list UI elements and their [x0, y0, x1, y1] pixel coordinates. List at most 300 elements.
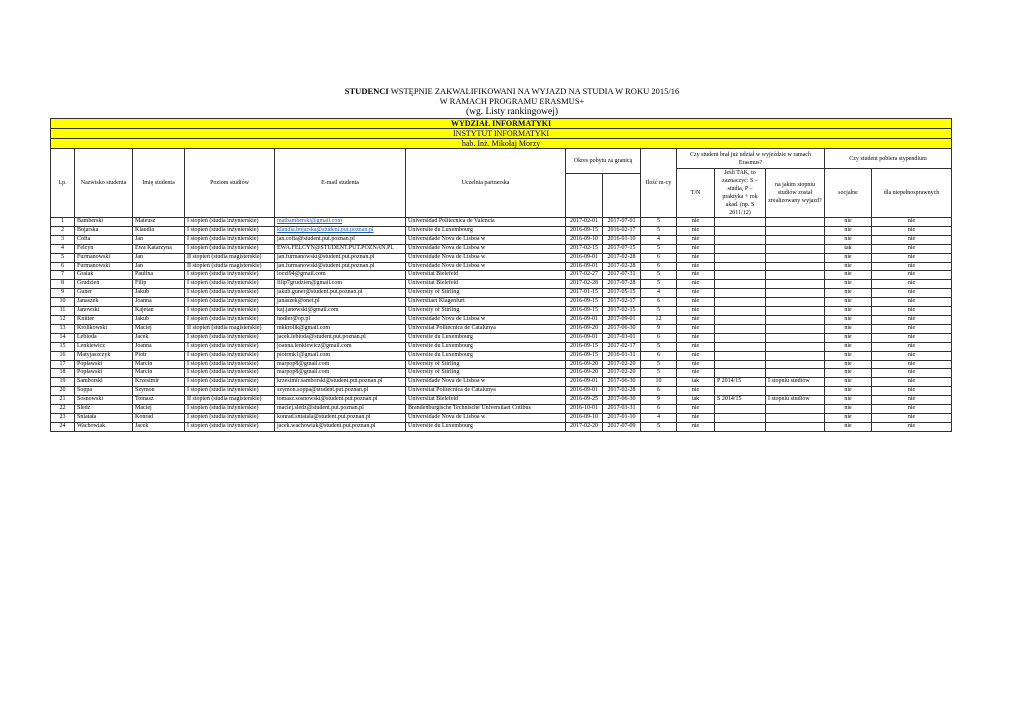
- cell-email: krzesimir.samborski@student.put.poznan.pl: [275, 378, 406, 387]
- cell-do: 2016-01-31: [603, 351, 641, 360]
- cell-imie: Konrad: [133, 413, 185, 422]
- cell-tn: nie: [677, 315, 715, 324]
- cell-imie: Paulina: [133, 271, 185, 280]
- cell-poziom: II stopień (studia magisterskie): [185, 396, 275, 405]
- cell-do: 2017-06-30: [603, 324, 641, 333]
- cell-stopien: [766, 262, 825, 271]
- cell-jesli-tak: [715, 262, 766, 271]
- cell-email: hodler@op.pl: [275, 315, 406, 324]
- cell-do: 2017-06-30: [603, 396, 641, 405]
- cell-imie: Kajetan: [133, 307, 185, 316]
- cell-ilosc: 6: [641, 253, 677, 262]
- cell-uczelnia: Universite du Luxembourg: [406, 351, 566, 360]
- table-row: [51, 244, 952, 253]
- header-ilosc: Ilość m-cy: [641, 149, 677, 218]
- cell-stopien: [766, 333, 825, 342]
- cell-stopien: [766, 289, 825, 298]
- cell-lp: 9: [51, 289, 75, 298]
- cell-lp: 11: [51, 307, 75, 316]
- cell-socjalne: nie: [825, 405, 872, 414]
- document-title-line1: STUDENCI WSTĘPNIE ZAKWALIFIKOWANI NA WYJAZD NA STUDIA W ROKU 2015/16: [344, 86, 680, 96]
- cell-poziom: I stopień (studia inżynierskie): [185, 298, 275, 307]
- cell-poziom: I stopień (studia inżynierskie): [185, 413, 275, 422]
- cell-socjalne: nie: [825, 351, 872, 360]
- cell-email: marpop8@gmail.com: [275, 369, 406, 378]
- cell-ilosc: 5: [641, 307, 677, 316]
- faculty-banner-row: [51, 119, 952, 129]
- cell-niepelnosprawnych: nie: [872, 378, 952, 387]
- cell-imie: Joanna: [133, 342, 185, 351]
- cell-email: piotrmk1@gmail.com: [275, 351, 406, 360]
- header-do: [603, 173, 641, 217]
- header-stypendium: Czy student pobiera stypendium: [825, 149, 952, 169]
- cell-email: jacek.wachowiak@student.put.poznan.pl: [275, 422, 406, 431]
- header-czy-erasmus: Czy student brał już udział w wyjeździe w ramach Erasmus?: [677, 149, 825, 169]
- cell-poziom: II stopień (studia magisterskie): [185, 253, 275, 262]
- table-row: [51, 333, 952, 342]
- cell-tn: nie: [677, 235, 715, 244]
- cell-lp: 2: [51, 226, 75, 235]
- cell-jesli-tak: [715, 387, 766, 396]
- cell-do: 2017-03-01: [603, 333, 641, 342]
- cell-socjalne: nie: [825, 396, 872, 405]
- cell-email: loczi94@gmail.com: [275, 271, 406, 280]
- cell-imie: Jacek: [133, 422, 185, 431]
- cell-do: 2017-02-28: [603, 253, 641, 262]
- cell-jesli-tak: [715, 271, 766, 280]
- cell-niepelnosprawnych: nie: [872, 289, 952, 298]
- cell-lp: 16: [51, 351, 75, 360]
- cell-od: 2016-09-10: [566, 413, 603, 422]
- cell-uczelnia: Universite du Luxembourg: [406, 226, 566, 235]
- cell-uczelnia: Universitat Bielefeld: [406, 271, 566, 280]
- cell-jesli-tak: [715, 315, 766, 324]
- cell-do: 2017-07-15: [603, 244, 641, 253]
- cell-lp: 17: [51, 360, 75, 369]
- cell-jesli-tak: [715, 342, 766, 351]
- cell-od: 2016-09-20: [566, 369, 603, 378]
- cell-jesli-tak: [715, 351, 766, 360]
- cell-nazwisko: Popławski: [75, 369, 133, 378]
- cell-poziom: I stopień (studia inżynierskie): [185, 342, 275, 351]
- cell-socjalne: nie: [825, 324, 872, 333]
- cell-uczelnia: Universitat Bielefeld: [406, 280, 566, 289]
- cell-niepelnosprawnych: nie: [872, 422, 952, 431]
- cell-stopien: [766, 244, 825, 253]
- cell-uczelnia: University of Stirling: [406, 369, 566, 378]
- cell-imie: Jacek: [133, 333, 185, 342]
- cell-imie: Mateusz: [133, 218, 185, 227]
- cell-nazwisko: Śledź: [75, 405, 133, 414]
- cell-lp: 3: [51, 235, 75, 244]
- cell-uczelnia: Universitaet Klagenfurt: [406, 298, 566, 307]
- table-row: [51, 360, 952, 369]
- cell-stopien: [766, 342, 825, 351]
- cell-uczelnia: Universidade Nova de Lisboa w: [406, 253, 566, 262]
- cell-uczelnia: Universidad Politecnica de Valencia: [406, 218, 566, 227]
- cell-stopien: [766, 253, 825, 262]
- cell-stopien: [766, 369, 825, 378]
- cell-ilosc: 6: [641, 405, 677, 414]
- cell-imie: Jan: [133, 235, 185, 244]
- header-socjalne: socjalne: [825, 169, 872, 218]
- cell-socjalne: nie: [825, 413, 872, 422]
- cell-tn: nie: [677, 271, 715, 280]
- cell-niepelnosprawnych: nie: [872, 396, 952, 405]
- cell-lp: 14: [51, 333, 75, 342]
- table-row: [51, 396, 952, 405]
- cell-email: janaszek@onet.pl: [275, 298, 406, 307]
- cell-stopien: I stopniu studiów: [766, 396, 825, 405]
- cell-uczelnia: Universidade Nova de Lisboa w: [406, 315, 566, 324]
- cell-lp: 7: [51, 271, 75, 280]
- cell-od: 2017-02-15: [566, 244, 603, 253]
- header-niepelnosprawnych: dla niepełnosprawnych: [872, 169, 952, 218]
- cell-do: 2017-02-17: [603, 342, 641, 351]
- cell-tn: nie: [677, 262, 715, 271]
- cell-niepelnosprawnych: nie: [872, 351, 952, 360]
- cell-uczelnia: Universite du Luxembourg: [406, 342, 566, 351]
- cell-ilosc: 5: [641, 342, 677, 351]
- cell-stopien: [766, 218, 825, 227]
- cell-ilosc: 5: [641, 369, 677, 378]
- cell-ilosc: 5: [641, 280, 677, 289]
- cell-tn: nie: [677, 218, 715, 227]
- cell-od: 2016-09-01: [566, 262, 603, 271]
- cell-nazwisko: Janaszek: [75, 298, 133, 307]
- document-title-line3: (wg. Listy rankingowej): [465, 107, 559, 117]
- coordinator-banner: hab. Inż. Mikołaj Morzy: [51, 139, 952, 149]
- cell-nazwisko: Wachowiak: [75, 422, 133, 431]
- cell-od: 2016-09-10: [566, 235, 603, 244]
- table-row: [51, 351, 952, 360]
- cell-stopien: [766, 280, 825, 289]
- cell-ilosc: 4: [641, 289, 677, 298]
- cell-do: 2017-07-31: [603, 271, 641, 280]
- faculty-banner: WYDZIAŁ INFORMATYKI: [51, 119, 952, 129]
- cell-od: 2016-09-15: [566, 351, 603, 360]
- cell-email: jan.furmanowski@student.put.poznan.pl: [275, 262, 406, 271]
- cell-do: 2017-07-01: [603, 218, 641, 227]
- table-row: [51, 315, 952, 324]
- cell-od: 2016-09-20: [566, 360, 603, 369]
- cell-do: 2017-06-30: [603, 378, 641, 387]
- cell-imie: Krzesimir: [133, 378, 185, 387]
- cell-socjalne: tak: [825, 244, 872, 253]
- cell-ilosc: 4: [641, 235, 677, 244]
- cell-poziom: I stopień (studia inżynierskie): [185, 405, 275, 414]
- cell-socjalne: nie: [825, 289, 872, 298]
- cell-jesli-tak: [715, 226, 766, 235]
- cell-imie: Jakub: [133, 315, 185, 324]
- cell-jesli-tak: [715, 324, 766, 333]
- cell-socjalne: nie: [825, 280, 872, 289]
- header-jesli-tak: Jeśli TAK, to zaznaczyć: S – studia, P – praktyka + rok akad. (np. S 2011/12): [715, 169, 766, 218]
- cell-niepelnosprawnych: nie: [872, 333, 952, 342]
- cell-lp: 20: [51, 387, 75, 396]
- cell-nazwisko: Sosnowski: [75, 396, 133, 405]
- cell-email: konrad.sniatala@student.put.poznan.pl: [275, 413, 406, 422]
- table-row: [51, 226, 952, 235]
- cell-lp: 23: [51, 413, 75, 422]
- cell-email: jacek.lebioda@student.put.poznan.pl: [275, 333, 406, 342]
- cell-imie: Szymon: [133, 387, 185, 396]
- table-row: [51, 298, 952, 307]
- table-row: [51, 235, 952, 244]
- cell-lp: 19: [51, 378, 75, 387]
- cell-email: mkkrolik@gmail.com: [275, 324, 406, 333]
- cell-do: 2017-02-15: [603, 307, 641, 316]
- cell-niepelnosprawnych: nie: [872, 315, 952, 324]
- cell-jesli-tak: S 2014/15: [715, 396, 766, 405]
- header-poziom: Poziom studiów: [185, 149, 275, 218]
- cell-niepelnosprawnych: nie: [872, 244, 952, 253]
- cell-tn: nie: [677, 324, 715, 333]
- cell-lp: 5: [51, 253, 75, 262]
- cell-socjalne: nie: [825, 378, 872, 387]
- header-imie: Imię studenta: [133, 149, 185, 218]
- cell-niepelnosprawnych: nie: [872, 307, 952, 316]
- cell-socjalne: nie: [825, 369, 872, 378]
- cell-do: 2017-01-10: [603, 413, 641, 422]
- cell-nazwisko: Cofta: [75, 235, 133, 244]
- cell-tn: nie: [677, 422, 715, 431]
- cell-poziom: I stopień (studia inżynierskie): [185, 280, 275, 289]
- cell-do: 2017-09-01: [603, 315, 641, 324]
- cell-jesli-tak: [715, 307, 766, 316]
- cell-od: 2016-09-01: [566, 253, 603, 262]
- cell-niepelnosprawnych: nie: [872, 369, 952, 378]
- cell-jesli-tak: [715, 218, 766, 227]
- cell-uczelnia: Universitat Bielefeld: [406, 396, 566, 405]
- cell-od: 2016-09-25: [566, 396, 603, 405]
- cell-do: 2017-05-15: [603, 289, 641, 298]
- cell-nazwisko: Knitter: [75, 315, 133, 324]
- cell-poziom: I stopień (studia inżynierskie): [185, 333, 275, 342]
- cell-stopien: [766, 422, 825, 431]
- cell-lp: 22: [51, 405, 75, 414]
- cell-email[interactable]: matbamberski@gmail.com: [275, 218, 406, 227]
- cell-uczelnia: University of Stirling: [406, 307, 566, 316]
- header-tn: T/N: [677, 169, 715, 218]
- cell-email: maciej.sledz@student.put.poznan.pl: [275, 405, 406, 414]
- cell-jesli-tak: [715, 369, 766, 378]
- cell-od: 2017-02-20: [566, 422, 603, 431]
- cell-nazwisko: Samborski: [75, 378, 133, 387]
- cell-jesli-tak: [715, 298, 766, 307]
- cell-poziom: I stopień (studia inżynierskie): [185, 226, 275, 235]
- cell-email[interactable]: klaudia.bojarska@student.put.poznan.pl: [275, 226, 406, 235]
- cell-jesli-tak: [715, 360, 766, 369]
- cell-nazwisko: Lebioda: [75, 333, 133, 342]
- cell-lp: 15: [51, 342, 75, 351]
- table-row: [51, 271, 952, 280]
- cell-stopien: [766, 405, 825, 414]
- cell-do: 2017-03-31: [603, 405, 641, 414]
- cell-od: 2016-09-01: [566, 387, 603, 396]
- cell-tn: nie: [677, 342, 715, 351]
- cell-tn: nie: [677, 280, 715, 289]
- cell-do: 2017-07-28: [603, 280, 641, 289]
- cell-imie: Ewa Katarzyna: [133, 244, 185, 253]
- cell-poziom: I stopień (studia inżynierskie): [185, 369, 275, 378]
- cell-ilosc: 9: [641, 396, 677, 405]
- cell-tn: tak: [677, 396, 715, 405]
- cell-nazwisko: Janowski: [75, 307, 133, 316]
- cell-od: 2017-02-01: [566, 218, 603, 227]
- cell-ilosc: 6: [641, 333, 677, 342]
- cell-ilosc: 5: [641, 422, 677, 431]
- cell-od: 2016-09-01: [566, 333, 603, 342]
- cell-lp: 12: [51, 315, 75, 324]
- cell-stopien: [766, 235, 825, 244]
- cell-od: 2016-09-01: [566, 378, 603, 387]
- cell-email: filip7grudzien@gmail.com: [275, 280, 406, 289]
- cell-lp: 21: [51, 396, 75, 405]
- cell-poziom: I stopień (studia inżynierskie): [185, 378, 275, 387]
- cell-stopien: [766, 315, 825, 324]
- cell-socjalne: nie: [825, 342, 872, 351]
- cell-tn: nie: [677, 298, 715, 307]
- cell-socjalne: nie: [825, 298, 872, 307]
- cell-od: 2016-10-01: [566, 405, 603, 414]
- cell-imie: Marcin: [133, 369, 185, 378]
- cell-nazwisko: Śniatała: [75, 413, 133, 422]
- header-okres: Okres pobytu za granicą: [566, 149, 641, 174]
- cell-stopien: [766, 307, 825, 316]
- cell-niepelnosprawnych: nie: [872, 218, 952, 227]
- cell-socjalne: nie: [825, 333, 872, 342]
- cell-stopien: [766, 413, 825, 422]
- cell-email: szymon.soppa@student.put.poznan.pl: [275, 387, 406, 396]
- cell-tn: nie: [677, 307, 715, 316]
- cell-lp: 4: [51, 244, 75, 253]
- cell-jesli-tak: [715, 235, 766, 244]
- cell-lp: 8: [51, 280, 75, 289]
- cell-uczelnia: Brandenburgische Technische Universitaet Cottbus: [406, 405, 566, 414]
- cell-jesli-tak: [715, 289, 766, 298]
- cell-ilosc: 6: [641, 387, 677, 396]
- table-row: [51, 422, 952, 431]
- table-row: [51, 324, 952, 333]
- cell-niepelnosprawnych: nie: [872, 324, 952, 333]
- cell-imie: Maciej: [133, 405, 185, 414]
- header-od: [566, 173, 603, 217]
- cell-poziom: I stopień (studia inżynierskie): [185, 422, 275, 431]
- cell-lp: 10: [51, 298, 75, 307]
- header-uczelnia: Uczelnia partnerska: [406, 149, 566, 218]
- table-row: [51, 413, 952, 422]
- cell-tn: nie: [677, 405, 715, 414]
- cell-stopien: [766, 226, 825, 235]
- cell-niepelnosprawnych: nie: [872, 298, 952, 307]
- cell-imie: Jan: [133, 262, 185, 271]
- cell-socjalne: nie: [825, 262, 872, 271]
- cell-email: EWA.FELCYN@STUDENT.PUT.POZNAN.PL: [275, 244, 406, 253]
- cell-nazwisko: Felcyn: [75, 244, 133, 253]
- cell-jesli-tak: P 2014/15: [715, 378, 766, 387]
- cell-tn: nie: [677, 333, 715, 342]
- cell-socjalne: nie: [825, 218, 872, 227]
- cell-imie: Filip: [133, 280, 185, 289]
- cell-tn: nie: [677, 413, 715, 422]
- cell-stopien: [766, 298, 825, 307]
- cell-lp: 18: [51, 369, 75, 378]
- cell-ilosc: 12: [641, 315, 677, 324]
- cell-poziom: I stopień (studia inżynierskie): [185, 315, 275, 324]
- cell-imie: Klaudia: [133, 226, 185, 235]
- cell-niepelnosprawnych: nie: [872, 413, 952, 422]
- cell-poziom: II stopień (studia magisterskie): [185, 324, 275, 333]
- table-row: [51, 289, 952, 298]
- cell-poziom: I stopień (studia inżynierskie): [185, 235, 275, 244]
- cell-nazwisko: Bojarska: [75, 226, 133, 235]
- cell-niepelnosprawnych: nie: [872, 235, 952, 244]
- cell-niepelnosprawnych: nie: [872, 226, 952, 235]
- cell-imie: Tomasz: [133, 396, 185, 405]
- cell-nazwisko: Matyjaszczyk: [75, 351, 133, 360]
- cell-do: 2017-02-28: [603, 387, 641, 396]
- cell-lp: 24: [51, 422, 75, 431]
- cell-niepelnosprawnych: nie: [872, 360, 952, 369]
- cell-do: 2017-02-28: [603, 262, 641, 271]
- cell-poziom: I stopień (studia inżynierskie): [185, 387, 275, 396]
- cell-email: kaj.janowski@gmail.com: [275, 307, 406, 316]
- cell-tn: nie: [677, 289, 715, 298]
- cell-od: 2016-09-01: [566, 315, 603, 324]
- cell-niepelnosprawnych: nie: [872, 271, 952, 280]
- cell-ilosc: 6: [641, 262, 677, 271]
- cell-email: tomasz.sosnowski@student.put.poznan.pl: [275, 396, 406, 405]
- cell-tn: nie: [677, 351, 715, 360]
- cell-uczelnia: Universidade Nova de Lisboa w: [406, 378, 566, 387]
- header-row-1: [51, 149, 952, 169]
- cell-uczelnia: Universidade Nova de Lisboa w: [406, 244, 566, 253]
- cell-stopien: [766, 360, 825, 369]
- cell-imie: Piotr: [133, 351, 185, 360]
- table-row: [51, 262, 952, 271]
- cell-od: 2016-09-15: [566, 342, 603, 351]
- header-nazwisko: Nazwisko studenta: [75, 149, 133, 218]
- header-na-jakim-stopniu: na jakim stopniu studiów został zrealizowany wyjazd?: [766, 169, 825, 218]
- table-row: [51, 387, 952, 396]
- cell-ilosc: 4: [641, 413, 677, 422]
- cell-nazwisko: Guner: [75, 289, 133, 298]
- header-email: E-mail studenta: [275, 149, 406, 218]
- cell-nazwisko: Grudzień: [75, 280, 133, 289]
- cell-od: 2016-09-15: [566, 226, 603, 235]
- header-lp: Lp.: [51, 149, 75, 218]
- cell-tn: nie: [677, 387, 715, 396]
- cell-nazwisko: Lenkiewicz: [75, 342, 133, 351]
- cell-jesli-tak: [715, 405, 766, 414]
- cell-socjalne: nie: [825, 271, 872, 280]
- cell-niepelnosprawnych: nie: [872, 253, 952, 262]
- cell-stopien: [766, 271, 825, 280]
- cell-lp: 1: [51, 218, 75, 227]
- cell-ilosc: 5: [641, 226, 677, 235]
- table-row: [51, 253, 952, 262]
- cell-nazwisko: Soppa: [75, 387, 133, 396]
- cell-ilosc: 9: [641, 324, 677, 333]
- institute-banner: INSTYTUT INFORMATYKI: [51, 129, 952, 139]
- cell-poziom: II stopień (studia magisterskie): [185, 262, 275, 271]
- cell-socjalne: nie: [825, 422, 872, 431]
- cell-od: 2017-02-27: [566, 271, 603, 280]
- cell-ilosc: 5: [641, 271, 677, 280]
- cell-jesli-tak: [715, 280, 766, 289]
- cell-nazwisko: Bamberski: [75, 218, 133, 227]
